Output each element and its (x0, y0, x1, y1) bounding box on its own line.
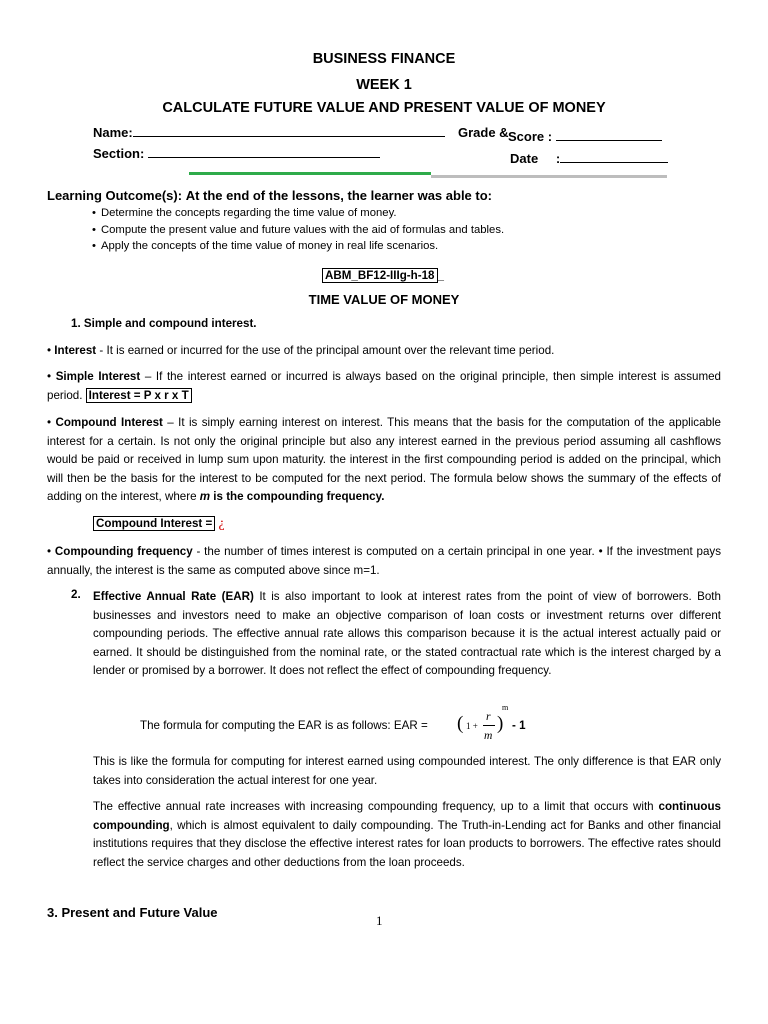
compound-interest-paragraph: • Compound Interest – It is simply earning interest on interest. This means that the basis for the computation of the applicable interest for a certain. Is not only the original principle but also any interest earned in the previous period assuming all cashflows would be paid or received in lump sum upon maturity. the interest in the first compounding period is added on the principal, which will then be the basis for the interest to be computed for the next period. The formula below shows the summary of the effects of adding on the interest, where m is the compounding frequency. (47, 416, 722, 503)
ear-paragraph (93, 588, 721, 681)
ear-paragraph-3 (93, 798, 721, 872)
learning-outcome-heading (47, 188, 492, 203)
score-line (556, 140, 662, 141)
ear-p3-a: The effective annual rate increases with increasing compounding frequency, up to a limit that occurs with (93, 800, 659, 813)
simple-text: – If the interest earned or incurred is always based on the original principle, then simple interest is assumed period. (47, 370, 721, 402)
compound-formula-glyph: ¿ (218, 516, 225, 531)
outcome-label: Learning Outcome(s): (47, 188, 183, 203)
score-label: Score : (508, 129, 553, 144)
date-line (560, 162, 668, 163)
ear-text: It is also important to look at interest rates from the point of view of borrowers. Both businesses and investors need to make an objective comparison of loan costs or investment returns over different compounding periods. The effective annual rate allows this comparison because it is the actual interest actually paid or earned. It should be distinguished from the nominal rate, or the stated contractual rate which is the interest charged by a lender or promised by a borrower. It does not reflect the effect of compounding frequency. (93, 590, 721, 677)
date-colon: : (555, 151, 561, 166)
simple-term: Simple Interest (55, 370, 141, 383)
continuous-compounding-term: continuous compounding (93, 800, 721, 832)
section-title (0, 292, 768, 307)
ear-paren-open: ( (457, 713, 464, 734)
ear-minus-one: - 1 (512, 719, 526, 732)
ear-one-plus: 1 + (466, 721, 478, 731)
compound-text: – It is simply earning interest on interest. This means that the basis for the computation of the applicable interest for a certain. Is not only the original principle but also any interest earned in the previous period assuming all cashflows would be paid or received in lump sum upon maturity. the interest in the first compounding period is added on the principal, which will then be the basis for the interest to be computed for the next period. The formula below shows the summary of the effects of adding on the interest, where (47, 416, 722, 503)
s2-number: 2. (71, 588, 81, 601)
code-box: ABM_BF12-IIIg-h-18 (322, 268, 438, 283)
frequency-term: Compounding frequency (54, 545, 193, 558)
competency-code (322, 269, 444, 282)
ear-term: Effective Annual Rate (EAR) (93, 590, 254, 603)
compound-formula-label: Compound Interest = (93, 516, 215, 531)
compound-end: is the compounding frequency. (210, 490, 385, 503)
s3-heading: 3. Present and Future Value (47, 905, 218, 920)
interest-term: Interest (54, 344, 97, 357)
outcome-intro: At the end of the lessons, the learner was able to: (185, 188, 492, 203)
shadow-divider (431, 175, 667, 178)
outcome-item: • Determine the concepts regarding the time value of money. (92, 205, 504, 222)
compound-formula (93, 516, 225, 532)
name-field[interactable] (93, 125, 445, 140)
page-title: CALCULATE FUTURE VALUE AND PRESENT VALUE OF MONEY (162, 100, 606, 116)
score-field[interactable] (508, 129, 662, 144)
s1-heading: 1. Simple and compound interest. (71, 317, 257, 330)
interest-paragraph: • Interest - It is earned or incurred for the use of the principal amount over the relevant time period. (47, 344, 555, 357)
name-line (133, 136, 445, 137)
outcome-list (92, 205, 504, 255)
date-field[interactable] (510, 151, 668, 166)
outcome-item: • Apply the concepts of the time value of money in real life scenarios. (92, 238, 504, 255)
ear-formula-intro: The formula for computing the EAR is as follows: EAR = (140, 719, 428, 732)
section-field[interactable] (93, 146, 380, 161)
page-number: 1 (376, 913, 383, 928)
ear-exponent: m (502, 703, 509, 712)
ear-p3-b: , which is almost equivalent to daily compounding. The Truth-in-Lending act for Banks and other financial institutions requires that they disclose the effective interest rates for loan products to borrowers. The effective rates should reflect the service charges and other deductions from the loan proceeds. (93, 818, 721, 869)
ear-fraction-bar (483, 725, 495, 726)
compound-m: m (199, 490, 211, 503)
ear-paren-close: ) (497, 713, 504, 734)
week-label: WEEK 1 (356, 77, 412, 93)
date-label: Date (510, 151, 539, 166)
frequency-paragraph: • Compounding frequency - the number of times interest is computed on a certain principal in one year. • If the investment pays annually, the interest is the same as computed above since m=1. (47, 545, 722, 577)
name-label: Name: (93, 125, 133, 140)
interest-text: - It is earned or incurred for the use of the principal amount over the relevant time period. (96, 344, 555, 357)
grade-label: Grade & (458, 125, 509, 140)
section-label: Section: (93, 146, 145, 161)
accent-divider (189, 172, 431, 175)
code-trail: _ (437, 269, 444, 282)
simple-interest-formula: Interest = P x r x T (86, 388, 192, 403)
ear-paragraph-2: This is like the formula for computing for interest earned using compounded interest. The only difference is that EAR only takes into consideration the actual interest for one year. (93, 755, 721, 787)
compound-term: Compound Interest (55, 416, 163, 429)
section-title-text: TIME VALUE OF MONEY (308, 292, 460, 307)
outcome-item: • Compute the present value and future values with the aid of formulas and tables. (92, 222, 504, 239)
section-line (148, 157, 380, 158)
subject-title: BUSINESS FINANCE (312, 51, 456, 67)
ear-rate: r (486, 710, 491, 723)
simple-interest-paragraph: • Simple Interest – If the interest earned or incurred is always based on the original principle, then simple interest is assumed period. Interest = P x r x T (47, 370, 721, 402)
frequency-text: - the number of times interest is computed on a certain principal in one year. • If the investment pays annually, the interest is the same as computed above since m=1. (47, 545, 722, 577)
ear-frequency: m (484, 729, 493, 742)
